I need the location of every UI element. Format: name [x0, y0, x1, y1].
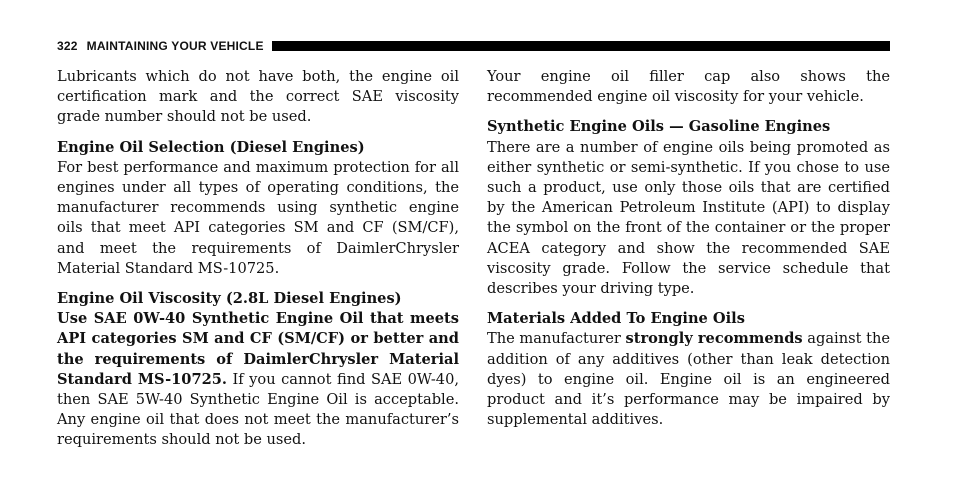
page-number: 322 — [57, 39, 78, 53]
right-column — [487, 67, 890, 430]
filler-cap-paragraph: Your engine oil filler cap also shows the recommended engine oil viscosity for your vehicle. — [487, 68, 890, 106]
viscosity-text: If you cannot find SAE 0W-40, then SAE 5W-40 Synthetic Engine Oil is acceptable. Any engine oil that does not meet the manufacturer’s requirements should not be used. — [57, 370, 460, 449]
left-column — [57, 67, 459, 451]
viscosity-bold-text: Use SAE 0W-40 Synthetic Engine Oil that meets API categories SM and CF (SM/CF) or better and the requirements of DaimlerChrysler Material Standard MS-10725. — [57, 310, 459, 388]
synthetic-heading: Synthetic Engine Oils — Gasoline Engines — [487, 118, 831, 136]
materials-text-post: against the addition of any additives (other than leak detection dyes) to engine oil. Engine oil is an engineered product and it’s performance may be impaired by supplemental additives. — [487, 330, 891, 429]
materials-paragraph — [487, 329, 890, 430]
intro-paragraph: Lubricants which do not have both, the engine oil certification mark and the correct SAE viscosity grade number should not be used. — [57, 68, 459, 126]
viscosity-heading: Engine Oil Viscosity (2.8L Diesel Engines) — [57, 290, 402, 308]
section-title: MAINTAINING YOUR VEHICLE — [86, 39, 264, 53]
materials-text-pre: The manufacturer — [487, 330, 626, 348]
materials-heading: Materials Added To Engine Oils — [487, 310, 745, 328]
diesel-selection-paragraph: For best performance and maximum protection for all engines under all types of operating conditions, the manufacturer recommends using synthetic engine oils that meet API categories SM and CF (SM/CF), and meet the requirements of DaimlerChrysler Material Standard MS-10725. — [57, 158, 459, 277]
page-header — [57, 38, 890, 54]
viscosity-paragraph — [57, 309, 459, 450]
header-rule — [272, 41, 890, 51]
materials-bold-text: strongly recommends — [625, 330, 803, 348]
synthetic-paragraph: There are a number of engine oils being promoted as either synthetic or semi-synthetic. If you chose to use such a product, use only those oils that are certified by the American Petroleum Institute (API) to display the symbol on the front of the container or the proper ACEA category and show the recommended SAE viscosity grade. Follow the service schedule that describes your driving type. — [487, 138, 890, 298]
diesel-selection-heading: Engine Oil Selection (Diesel Engines) — [57, 138, 365, 156]
